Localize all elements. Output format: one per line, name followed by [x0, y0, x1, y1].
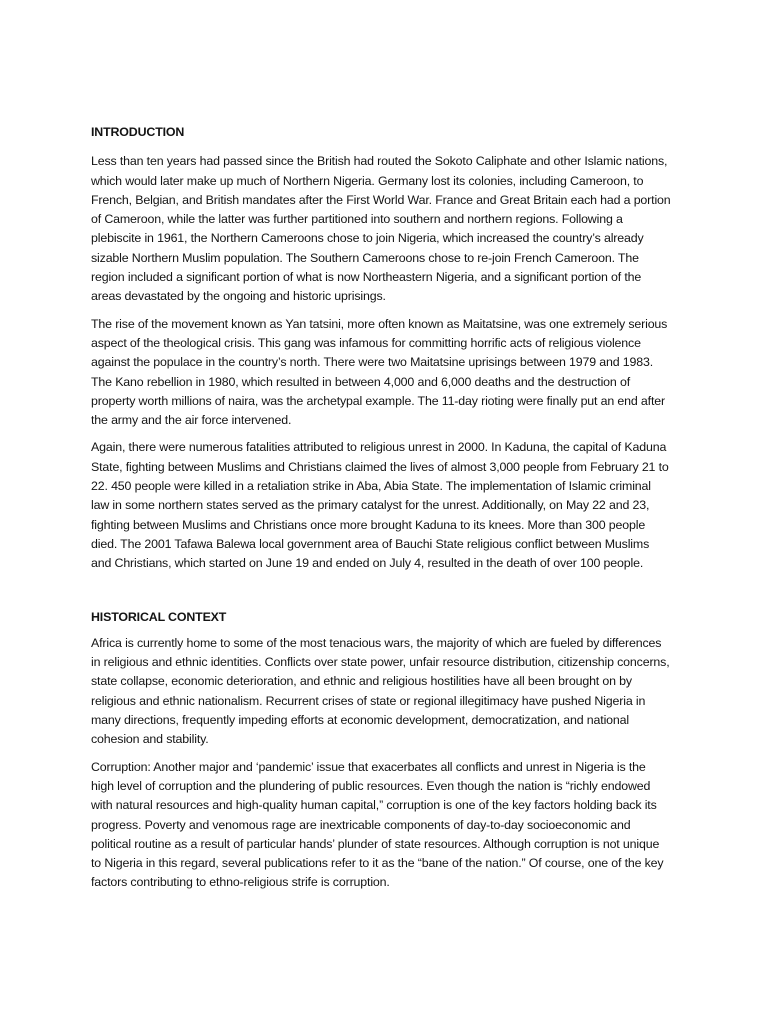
- paragraph: Africa is currently home to some of the most tenacious wars, the majority of which are fueled by differences in religious and ethnic identities. Conflicts over state power, unfair resource distribution, citizenship concerns, state collapse, economic deterioration, and ethnic and religious hostilities have all been brought on by religious and ethnic nationalism. Recurrent crises of state or regional illegitimacy have pushed Nigeria in many directions, frequently impeding efforts at economic development, democratization, and national cohesion and stability.: [91, 635, 670, 747]
- paragraph: Less than ten years had passed since the British had routed the Sokoto Caliphate and other Islamic nations, which would later make up much of Northern Nigeria. Germany lost its colonies, including Cameroon, to French, Belgian, and British mandates after the First World War. France and Great Britain each had a portion of Cameroon, while the latter was further partitioned into southern and northern regions. Following a plebiscite in 1961, the Northern Cameroons chose to join Nigeria, which increased the country’s already sizable Northern Muslim population. The Southern Cameroons chose to re-join French Cameroon. The region included a significant portion of what is now Northeastern Nigeria, and a significant portion of the areas devastated by the ongoing and historic uprisings.: [91, 154, 671, 304]
- paragraph: Corruption: Another major and ‘pandemic’ issue that exacerbates all conflicts and unrest in Nigeria is the high level of corruption and the plundering of public resources. Even though the nation is “richly endowed with natural resources and high-quality human capital,” corruption is one of the key factors holding back its progress. Poverty and venomous rage are inextricable components of day-to-day socioeconomic and political routine as a result of particular hands’ plunder of state resources. Although corruption is not unique to Nigeria in this regard, several publications refer to it as the “bane of the nation.” Of course, one of the key factors contributing to ethno-religious strife is corruption.: [91, 759, 664, 890]
- section-heading-historical-context: HISTORICAL CONTEXT: [91, 609, 227, 624]
- paragraph: Again, there were numerous fatalities attributed to religious unrest in 2000. In Kaduna, the capital of Kaduna State, fighting between Muslims and Christians claimed the lives of almost 3,000 people from February 21 to 22. 450 people were killed in a retaliation strike in Aba, Abia State. The implementation of Islamic criminal law in some northern states served as the primary catalyst for the unrest. Additionally, on May 22 and 23, fighting between Muslims and Christians once more brought Kaduna to its knees. More than 300 people died. The 2001 Tafawa Balewa local government area of Bauchi State religious conflict between Muslims and Christians, which started on June 19 and ended on July 4, resulted in the death of over 100 people.: [91, 440, 669, 571]
- document-body: [91, 123, 671, 901]
- section-heading-introduction: INTRODUCTION: [91, 125, 185, 139]
- paragraph: The rise of the movement known as Yan tatsini, more often known as Maitatsine, was one extremely serious aspect of the theological crisis. This gang was infamous for committing horrific acts of religious violence against the populace in the country’s north. There were two Maitatsine uprisings between 1979 and 1983. The Kano rebellion in 1980, which resulted in between 4,000 and 6,000 deaths and the destruction of property worth millions of naira, was the archetypal example. The 11-day rioting were finally put an end after the army and the air force intervened.: [91, 316, 668, 428]
